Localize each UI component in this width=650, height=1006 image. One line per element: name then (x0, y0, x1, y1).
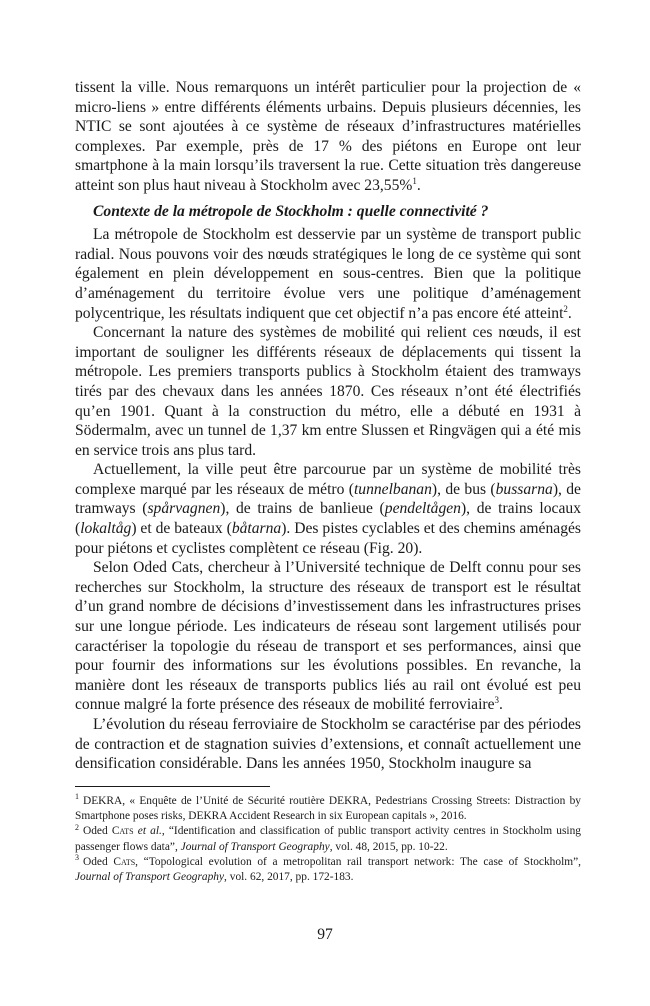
footnote-1 (75, 794, 581, 824)
main-text (75, 78, 581, 774)
text-run: ), de bus ( (431, 480, 496, 498)
text-run: Actuellement, la ville peut être parcourue par un système de mobilité très complexe marqué par les réseaux de métro ( (75, 461, 581, 498)
italic-term: tunnelbanan (353, 480, 432, 498)
paragraph-text: Concernant la nature des systèmes de mobilité qui relient ces nœuds, il est important de souligner les différents réseaux de déplacements qui tissent la métropole. Les premiers transports publics à Stockholm étaient des tramways tirés par des chevaux dans les années 1870. Ces réseaux n’ont été électrifiés qu’en 1901. Quant à la construction du métro, elle a débuté en 1931 à Södermalm, avec un tunnel de 1,37 km entre Slussen et Ringvägen qui a été mis en service trois ans plus tard. (75, 324, 581, 459)
footnote-number: 3 (75, 853, 79, 863)
italic-term: et al. (137, 825, 162, 838)
paragraph (75, 715, 581, 774)
italic-term: pendeltågen (384, 500, 461, 518)
paragraph-text: tissent la ville. Nous remarquons un intérêt particulier pour la projection de « micro-liens » entre différents éléments urbains. Depuis plusieurs décennies, les NTIC se sont ajoutées à ce système de réseaux d’infrastructures matérielles complexes. Par exemple, près de 17 % des piétons en Europe ont leur smartphone à la main lorsqu’ils traversent la rue. Cette situation très dangereuse atteint son plus haut niveau à Stockholm avec 23,55% (75, 79, 581, 194)
paragraph-text: La métropole de Stockholm est desservie par un système de transport public radial. Nous pouvons voir des nœuds stratégiques le long de ce système qui sont également en plein développement en sous-centres. Bien que la politique d’aménagement du territoire évolue vers une politique d’aménagement polycentrique, les résultats indiquent que cet objectif n’a pas encore été atteint (75, 226, 581, 322)
paragraph: La métropole de Stockholm est desservie par un système de transport public radial. Nous pouvons voir des nœuds stratégiques le long de ce système qui sont également en plein développement en sous-centres. Bien que la politique d’aménagement du territoire évolue vers une politique d’aménagement polycentrique, les résultats indiquent que cet objectif n’a pas encore été atteint$^2$. (75, 226, 581, 322)
page-number: 97 (317, 926, 333, 943)
paragraph-text: L’évolution du réseau ferroviaire de Stockholm se caractérise par des périodes de contraction et de stagnation suivies d’extensions, et connaît actuellement une densification considérable. Dans les années 1950, Stockholm inaugure sa (75, 716, 581, 773)
paragraph (75, 460, 581, 558)
italic-term: spårvagnen (147, 500, 221, 518)
italic-term: bussarna (495, 480, 553, 498)
footnote-number: 1 (75, 792, 79, 802)
footnote-number: 2 (75, 822, 79, 832)
footnotes (75, 794, 581, 885)
text-run: , “Topological evolution of a metropolitan rail transport network: The case of Stockholm”, (135, 855, 582, 868)
footnote-ref-3[interactable]: 3 (494, 695, 500, 706)
paragraph-text: Selon Oded Cats, chercheur à l’Université technique de Delft connu pour ses recherches sur Stockholm, la structure des réseaux de transport est le résultat d’un grand nombre de décisions d’investissement dans les infrastructures prises sur une longue période. Les indicateurs de réseau sont largement utilisés pour caractériser la topologie du réseau de transport et ses performances, ainsi que pour fournir des informations sur les évolutions possibles. En revanche, la manière dont les réseaux de transports publics liés au rail ont évolué est peu connue malgré la forte présence des réseaux de mobilité ferroviaire (75, 559, 581, 714)
footnote-ref-1[interactable]: 1 (412, 175, 417, 186)
italic-term: lokaltåg (80, 520, 132, 538)
footnote-2 (75, 824, 581, 854)
text-run: , vol. 48, 2015, pp. 10-22. (329, 840, 448, 853)
paragraph: Selon Oded Cats, chercheur à l’Université technique de Delft connu pour ses recherches sur Stockholm, la structure des réseaux de transport est le résultat d’un grand nombre de décisions d’investissement dans les infrastructures prises sur une longue période. Les indicateurs de réseau sont largement utilisés pour caractériser la topologie du réseau de transport et ses performances, ainsi que pour fournir des informations sur les évolutions possibles. En revanche, la manière dont les réseaux de transports publics liés au rail ont évolué est peu connue malgré la forte présence des réseaux de mobilité ferroviaire$^3$. (75, 559, 581, 714)
text-run: Oded (83, 855, 114, 868)
footnote-text: DEKRA, « Enquête de l’Unité de Sécurité routière DEKRA, Pedestrians Crossing Streets: Distraction by Smartphone poses risks, DEKRA Accident Research in six European capitals », 2016. (75, 795, 581, 823)
paragraph (75, 323, 581, 460)
section-heading: Contexte de la métropole de Stockholm : quelle connectivité ? (93, 202, 489, 220)
text-run: , “Identification and classification of public transport activity centres in Stockholm using passenger flows data”, (75, 825, 581, 853)
journal-title: Journal of Transport Geography (75, 871, 225, 884)
italic-term: båtarna (231, 520, 282, 538)
journal-title: Journal of Transport Geography (180, 840, 330, 853)
author-surname: Cats (113, 855, 136, 868)
text-run: ), de tramways ( (75, 480, 581, 518)
footnote-3 (75, 855, 581, 885)
paragraph: tissent la ville. Nous remarquons un intérêt particulier pour la projection de « micro-liens » entre différents éléments urbains. Depuis plusieurs décennies, les NTIC se sont ajoutées à ce système de réseaux d’infrastructures matérielles complexes. Par exemple, près de 17 % des piétons en Europe ont leur smartphone à la main lorsqu’ils traversent la rue. Cette situation très dangereuse atteint son plus haut niveau à Stockholm avec 23,55%$^1$. (75, 79, 581, 194)
text-run: ). Des pistes cyclables et des chemins aménagés pour piétons et cyclistes complètent ce réseau (Fig. 20). (75, 520, 581, 557)
text-run: ), de trains de banlieue ( (220, 500, 385, 518)
text-run: Oded (83, 825, 112, 838)
footnote-divider (75, 786, 270, 787)
text-run: , vol. 62, 2017, pp. 172-183. (224, 871, 354, 884)
author-surname: Cats (111, 825, 134, 838)
text-run: ) et de bateaux ( (131, 520, 232, 538)
text-run: ), de trains locaux ( (75, 500, 581, 538)
footnote-ref-2[interactable]: 2 (563, 303, 568, 314)
